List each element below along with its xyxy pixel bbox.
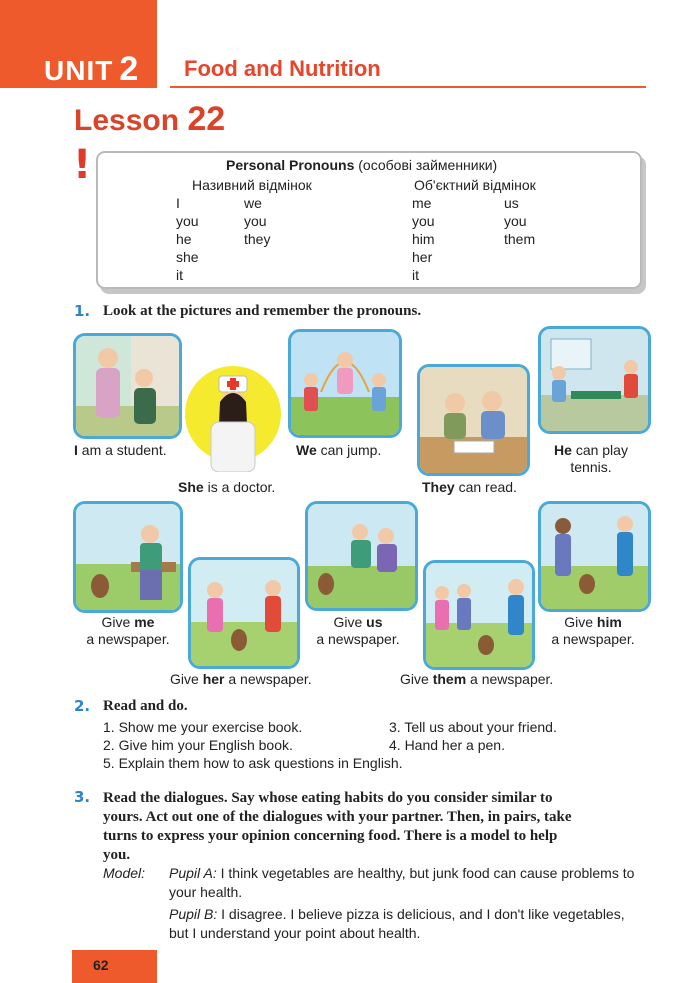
objective-header: Об'єктний відмінок [414, 177, 536, 193]
pronoun-cell: us [504, 195, 519, 211]
pronoun-cell: me [412, 195, 432, 211]
caption-give-her: Give her a newspaper. [170, 671, 312, 687]
task-2-item: 3. Tell us about your friend. [389, 719, 557, 735]
pronoun-cell: it [412, 267, 419, 283]
task-1-instruction: Look at the pictures and remember the pronouns. [103, 303, 422, 319]
unit-label: UNIT 2 [44, 50, 140, 88]
caption-give-them: Give them a newspaper. [400, 671, 554, 687]
pronoun-cell: you [412, 213, 435, 229]
task-1-number: 1. [74, 302, 91, 320]
pupil-a-line: Pupil A: I think vegetables are healthy, but junk food can cause problems to your health. [169, 865, 635, 900]
illustration-doctor [181, 364, 285, 472]
caption-give-him: Give him a newspaper. [551, 614, 635, 647]
caption-doctor: She is a doctor. [178, 479, 276, 495]
lesson-title: Lesson 22 [74, 100, 226, 138]
task-2-number: 2. [74, 697, 91, 715]
page-number-box [72, 950, 157, 983]
illustration-tennis [538, 326, 651, 434]
pronoun-cell: you [504, 213, 527, 229]
pronoun-cell: you [244, 213, 267, 229]
pronoun-cell: she [176, 249, 199, 265]
pronoun-cell: they [244, 231, 271, 247]
model-label: Model: [103, 865, 146, 881]
task-2-item: 1. Show me your exercise book. [103, 719, 303, 735]
pronoun-cell: you [176, 213, 199, 229]
nominative-header: Називний відмінок [192, 177, 312, 193]
task-2-item: 2. Give him your English book. [103, 737, 293, 753]
caption-jump: We can jump. [296, 442, 382, 458]
illustration-give-me [73, 501, 183, 613]
caption-student: I am a student. [74, 442, 167, 458]
unit-title: Food and Nutrition [184, 56, 381, 81]
caption-tennis: He can play tennis. [554, 442, 628, 475]
illustration-give-them [423, 560, 535, 670]
pronoun-cell: we [244, 195, 262, 211]
illustration-jump [288, 329, 402, 438]
task-3-instruction: Read the dialogues. Say whose eating habits do you consider similar to yours. Act out one of the dialogues with your partner. Then, in pairs, take turns to express your opinion concerning food. There is a model to help you. [103, 790, 572, 863]
pronoun-cell: I [176, 195, 180, 211]
illustration-read [417, 364, 530, 476]
page-number: 62 [93, 957, 109, 973]
task-2-instruction: Read and do. [103, 698, 188, 714]
task-2-item: 5. Explain them how to ask questions in English. [103, 755, 403, 771]
pronoun-cell: he [176, 231, 192, 247]
illustration-give-him [538, 501, 651, 612]
caption-give-us: Give us a newspaper. [316, 614, 400, 647]
caption-give-me: Give me a newspaper. [86, 614, 170, 647]
task-3-number: 3. [74, 788, 91, 806]
task-2-item: 4. Hand her a pen. [389, 737, 505, 753]
pronoun-cell: him [412, 231, 435, 247]
pronoun-cell: her [412, 249, 433, 265]
pronoun-cell: them [504, 231, 536, 247]
pupil-b-line: Pupil B: I disagree. I believe pizza is delicious, and I don't like vegetables, but I understand your point about health. [169, 906, 625, 941]
illustration-give-us [305, 501, 418, 611]
illustration-give-her [188, 557, 300, 669]
pronoun-cell: it [176, 267, 183, 283]
pronoun-table-title: Personal Pronouns (особові займенники) [226, 157, 498, 173]
illustration-student [73, 333, 182, 439]
caption-read: They can read. [422, 479, 517, 495]
attention-mark: ! [73, 142, 92, 188]
unit-rule [170, 86, 646, 88]
